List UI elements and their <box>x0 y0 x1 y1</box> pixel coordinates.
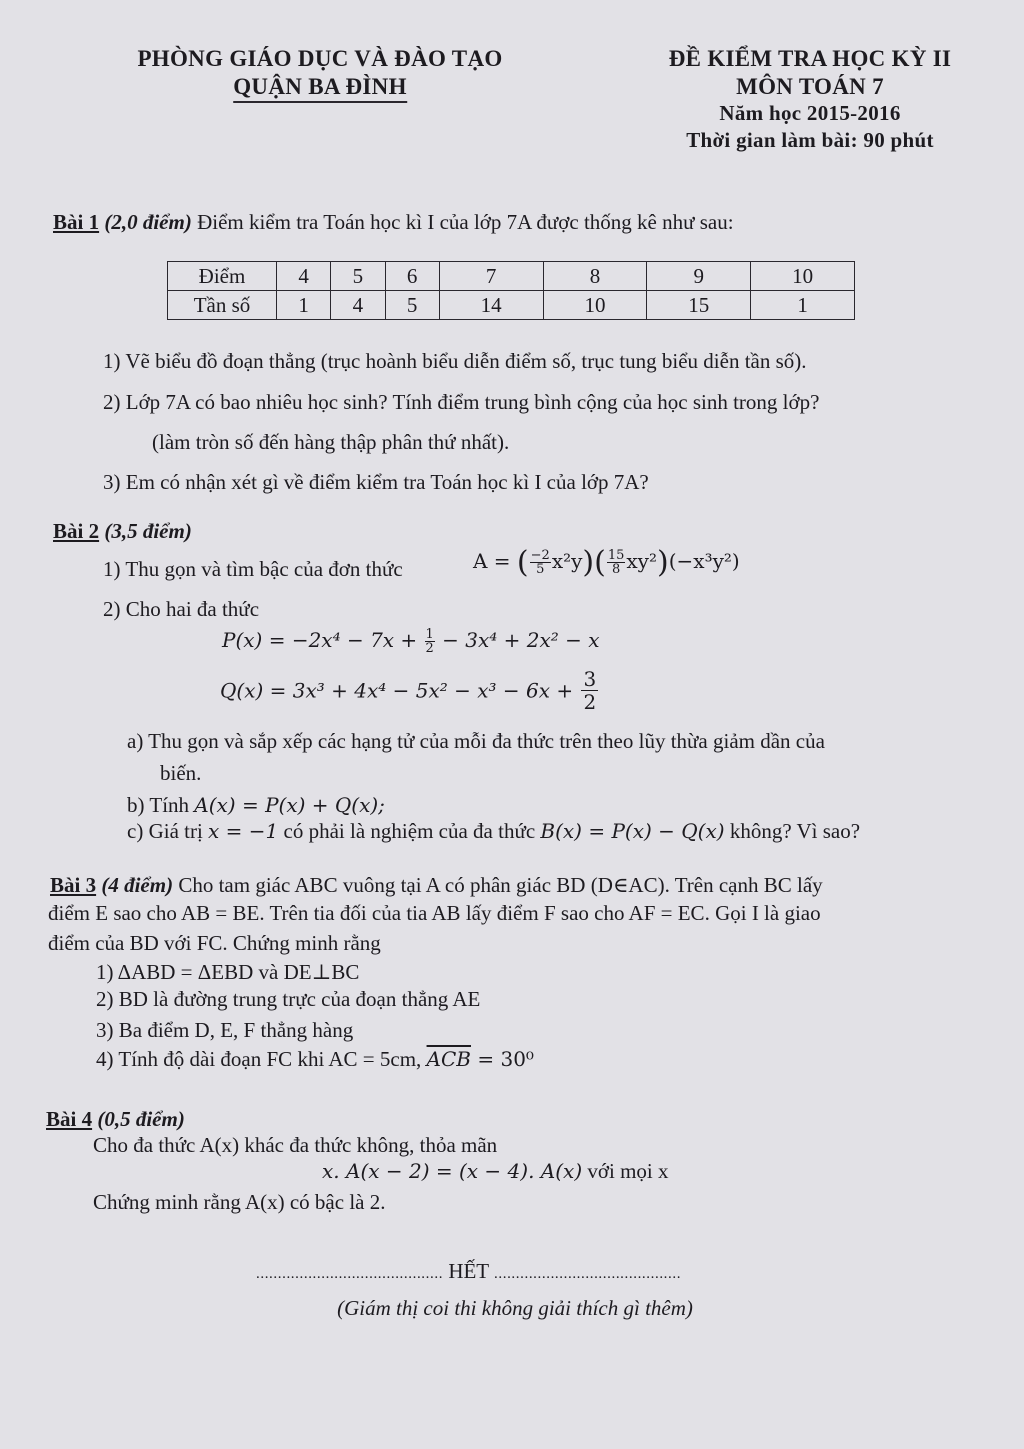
monomial-expression: A = ( $\frac{-2}{5}$ x²y)( $\frac{15}{8}$ xy²)(−x³y²) <box>473 545 740 580</box>
bai2-question-a: a) Thu gọn và sắp xếp các hạng tử của mỗi đa thức trên theo lũy thừa giảm dần của <box>127 729 825 753</box>
exam-title: ĐỀ KIỂM TRA HỌC KỲ II <box>668 46 952 71</box>
bai2-question-2: 2) Cho hai đa thức <box>103 597 260 621</box>
frequency-cell: 15 <box>647 291 751 320</box>
bai3-question-1: 1) ΔABD = ΔEBD và DE⊥BC <box>96 960 360 984</box>
frequency-row <box>168 291 855 320</box>
exam-duration: Thời gian làm bài: 90 phút <box>686 128 934 152</box>
bai4-title: Bài 4 <box>46 1107 93 1131</box>
frequency-cell: 5 <box>385 291 439 320</box>
bai2-heading <box>53 519 192 544</box>
frequency-cell: 4 <box>331 291 385 320</box>
bai4-points: (0,5 điểm) <box>97 1107 185 1131</box>
difference-expression: B(x) = P(x) − Q(x) <box>540 819 725 843</box>
score-row <box>168 262 855 291</box>
bai2-question-1: 1) Thu gọn và tìm bậc của đơn thức <box>103 557 403 581</box>
bai3-title: Bài 3 <box>50 873 97 897</box>
subject-name: MÔN TOÁN 7 <box>736 74 884 99</box>
bai4-equation-post: với mọi x <box>582 1159 669 1183</box>
angle-acb: $\overline{ACB}$ <box>426 1047 471 1071</box>
bai3-question-3: 3) Ba điểm D, E, F thẳng hàng <box>96 1018 354 1042</box>
bai4-heading <box>46 1107 185 1132</box>
bai2-question-b-label: b) Tính <box>127 793 190 817</box>
frequency-cell: 10 <box>543 291 647 320</box>
frequency-table <box>167 261 855 320</box>
angle-value: = 30⁰ <box>471 1047 534 1071</box>
functional-equation: x. A(x − 2) = (x − 4). A(x) <box>322 1159 583 1183</box>
bai2-question-c-mid: có phải là nghiệm của đa thức <box>283 819 536 843</box>
score-cell: 4 <box>277 262 331 291</box>
dots-left: ........................................... <box>256 1266 444 1282</box>
end-marker <box>256 1259 681 1284</box>
bai2-question-b <box>127 793 385 818</box>
polynomial-p: P(x) = −2x⁴ − 7x + $\frac{1}{2}$ − 3x⁴ + 2x² − x <box>222 627 600 656</box>
bai3-question-2: 2) BD là đường trung trực của đoạn thẳng AE <box>96 987 481 1011</box>
polynomial-q: Q(x) = 3x³ + 4x⁴ − 5x² − x³ − 6x + $\frac{3}{2}$ <box>220 667 597 714</box>
bai2-points: (3,5 điểm) <box>104 519 192 543</box>
bai3-points: (4 điểm) <box>101 873 174 897</box>
frequency-cell: 14 <box>439 291 543 320</box>
score-cell: 9 <box>647 262 751 291</box>
bai2-question-c-pre: c) Giá trị <box>127 819 203 843</box>
bai2-question-c-post: không? Vì sao? <box>729 819 861 843</box>
score-cell: 5 <box>331 262 385 291</box>
frequency-cell: 1 <box>751 291 855 320</box>
bai1-question-3: 3) Em có nhận xét gì về điểm kiểm tra Toán học kì I của lớp 7A? <box>103 470 649 494</box>
bai4-line-1: Cho đa thức A(x) khác đa thức không, thỏa mãn <box>93 1133 498 1157</box>
bai2-question-c <box>127 819 860 844</box>
bai3-heading <box>50 873 823 898</box>
frequency-cell: 1 <box>277 291 331 320</box>
bai1-question-2: 2) Lớp 7A có bao nhiêu học sinh? Tính điểm trung bình cộng của học sinh trong lớp? <box>103 390 820 414</box>
bai1-question-2-note: (làm tròn số đến hàng thập phân thứ nhất). <box>152 430 510 454</box>
bai1-question-1: 1) Vẽ biểu đồ đoạn thẳng (trục hoành biểu diễn điểm số, trục tung biểu diễn tần số). <box>103 349 807 373</box>
bai3-line-1: Cho tam giác ABC vuông tại A có phân giác BD (D∈AC). Trên cạnh BC lấy <box>178 873 823 897</box>
proctor-note: (Giám thị coi thi không giải thích gì thêm) <box>337 1296 693 1320</box>
bai2-title: Bài 2 <box>53 519 100 543</box>
score-cell: 10 <box>751 262 855 291</box>
end-text: HẾT <box>448 1259 489 1283</box>
bai4-line-3: Chứng minh rằng A(x) có bậc là 2. <box>93 1190 386 1214</box>
score-cell: 8 <box>543 262 647 291</box>
department-name: PHÒNG GIÁO DỤC VÀ ĐÀO TẠO <box>137 46 503 71</box>
score-cell: 6 <box>385 262 439 291</box>
bai1-title: Bài 1 <box>53 210 100 234</box>
bai2-question-a-cont: biến. <box>160 761 202 785</box>
bai1-points: (2,0 điểm) <box>104 210 192 234</box>
bai4-equation <box>322 1159 668 1184</box>
score-row-label: Điểm <box>168 262 277 291</box>
bai1-heading <box>53 210 734 235</box>
bai3-line-2: điểm E sao cho AB = BE. Trên tia đối của tia AB lấy điểm F sao cho AF = EC. Gọi I là giao <box>48 901 821 925</box>
frequency-row-label: Tần số <box>168 291 277 320</box>
district-name: QUẬN BA ĐÌNH <box>233 74 407 103</box>
sum-expression: A(x) = P(x) + Q(x); <box>194 793 385 817</box>
school-year: Năm học 2015-2016 <box>719 101 901 125</box>
x-value-expression: x = −1 <box>208 819 279 843</box>
bai3-question-4 <box>96 1047 534 1072</box>
bai3-question-4-pre: 4) Tính độ dài đoạn FC khi AC = 5cm, <box>96 1047 422 1071</box>
bai3-line-3: điểm của BD với FC. Chứng minh rằng <box>48 931 381 955</box>
dots-right: ........................................... <box>494 1266 682 1282</box>
bai1-intro: Điểm kiểm tra Toán học kì I của lớp 7A được thống kê như sau: <box>197 210 734 234</box>
score-cell: 7 <box>439 262 543 291</box>
